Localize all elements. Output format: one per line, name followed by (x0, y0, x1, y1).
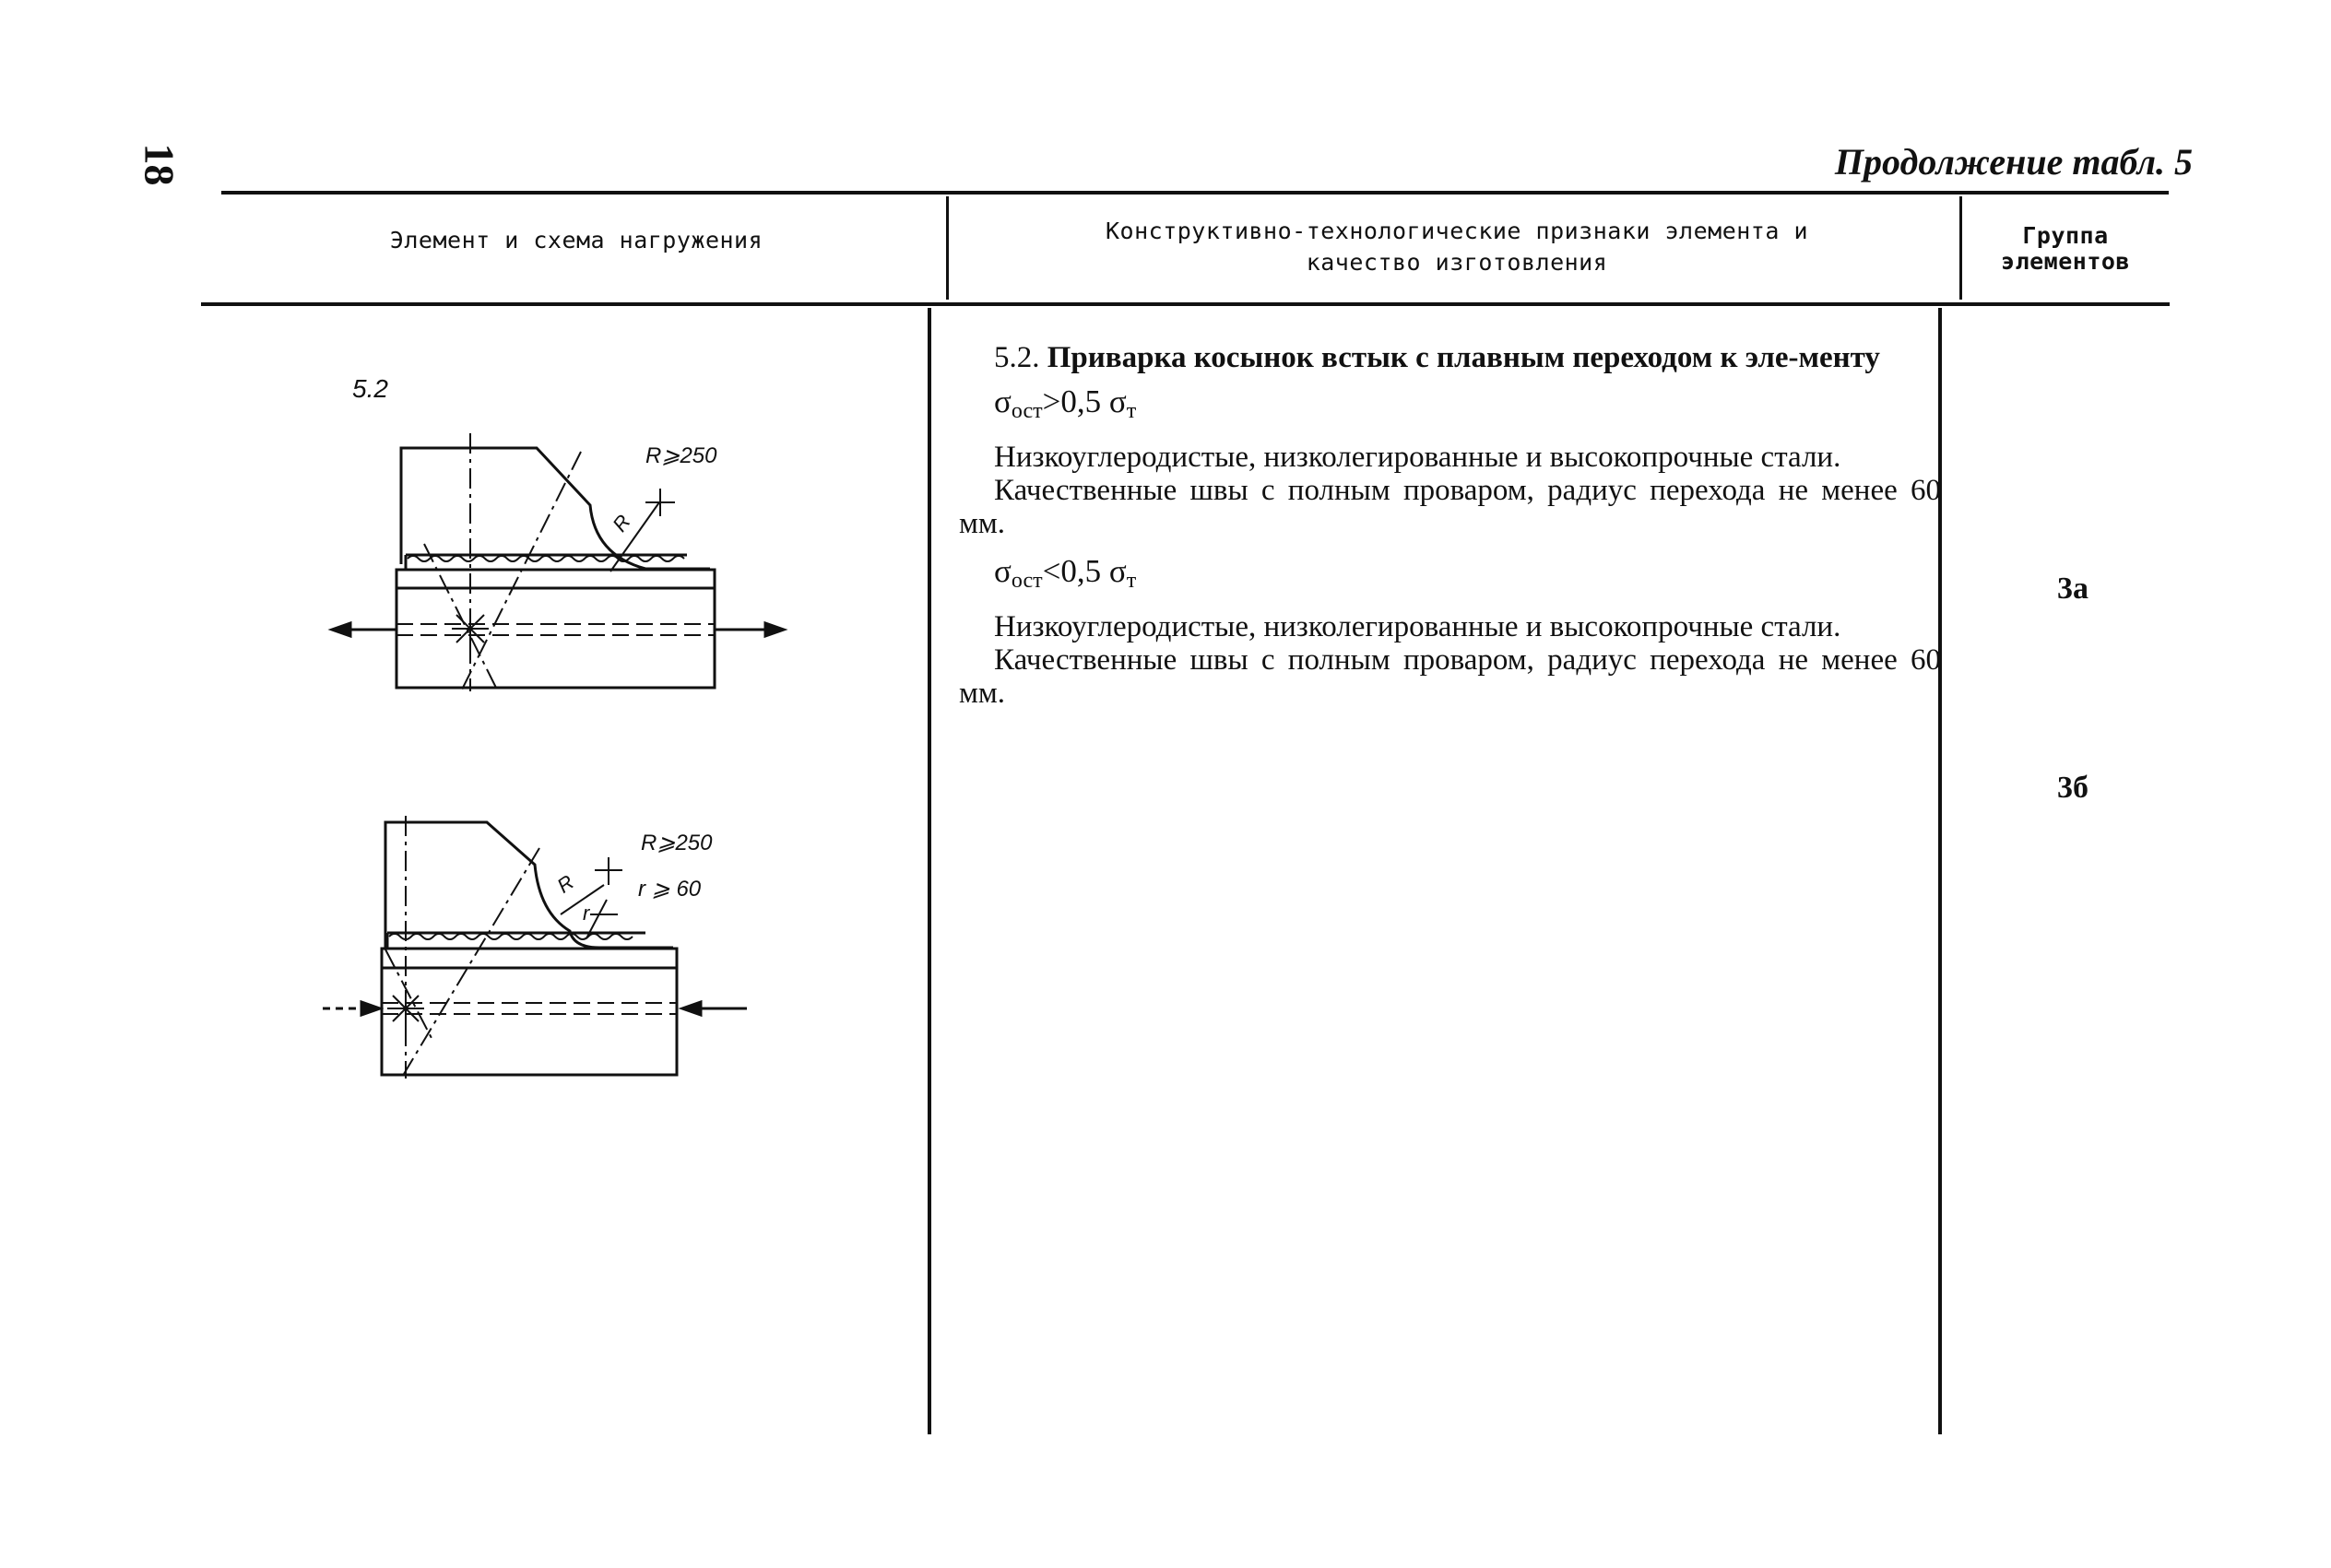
table-continuation-caption: Продолжение табл. 5 (1834, 141, 2193, 183)
column-header-element (221, 225, 931, 256)
yield-subscript: т (1126, 569, 1137, 593)
weld-bead (389, 934, 633, 939)
stress-relation: <0,5 σ (1042, 553, 1127, 589)
entry-number: 5.2. (994, 341, 1040, 374)
yield-subscript: т (1126, 399, 1137, 423)
stress-point-mark (387, 990, 424, 1027)
sigma-subscript: ост (1011, 569, 1043, 593)
case1-steel-grades: Низкоуглеродистые, низколегированные и высокопрочные стали. (994, 441, 1841, 474)
figure1-r-mark: R (608, 510, 635, 536)
case1-group-value: 3а (2057, 572, 2088, 606)
gusset-outline (385, 822, 673, 948)
table-top-rule (221, 191, 2169, 195)
figure2-small-radius-label: r ⩾ 60 (638, 877, 702, 902)
column-header-element-text: Элемент и схема нагружения (389, 227, 763, 253)
load-arrows (323, 1002, 747, 1015)
weld-bead (408, 556, 684, 561)
figure-gusset-tension (323, 424, 802, 701)
figure-label: 5.2 (352, 374, 388, 403)
column-header-features-line1: Конструктивно-технологические признаки элемента и (1105, 218, 1808, 244)
sigma-symbol: σ (994, 383, 1012, 419)
sigma-subscript: ост (1011, 399, 1043, 423)
column-header-features-line2: качество изготовления (1306, 249, 1608, 276)
case2-steel-grades: Низкоуглеродистые, низколегированные и высокопрочные стали. (994, 610, 1841, 643)
page-number: 18 (136, 143, 183, 186)
case2-group-value: 3б (2057, 771, 2088, 805)
case2-weld-quality: Качественные швы с полным проваром, радиус перехода не менее 60 мм. (959, 643, 1941, 710)
column-header-features (959, 216, 1955, 278)
column-header-group (1962, 223, 2169, 275)
column-header-group-line2: элементов (2001, 248, 2130, 275)
case1-stress-condition (959, 385, 1941, 428)
entry-title (959, 341, 1941, 374)
entry-title-text: Приварка косынок встык с плавным переходом к эле-менту (1047, 341, 1880, 374)
figure2-r-mark: R (552, 870, 578, 898)
case2-stress-condition (959, 555, 1941, 597)
stress-point-mark (452, 610, 489, 647)
column-header-group-line1: Группа (2022, 222, 2109, 249)
figure1-radius-label: R⩾250 (645, 443, 717, 468)
column-divider-1-head (946, 196, 949, 300)
figure2-small-r-mark: r (583, 902, 590, 925)
table-header-rule (201, 302, 2170, 306)
figure-gusset-compression (314, 811, 793, 1088)
case1-weld-quality: Качественные швы с полным проваром, радиус перехода не менее 60 мм. (959, 474, 1941, 540)
figure2-radius-label: R⩾250 (641, 831, 713, 855)
sigma-symbol: σ (994, 553, 1012, 589)
stress-relation: >0,5 σ (1042, 383, 1127, 419)
entry-description (959, 341, 1941, 710)
column-divider-1 (928, 308, 931, 1434)
